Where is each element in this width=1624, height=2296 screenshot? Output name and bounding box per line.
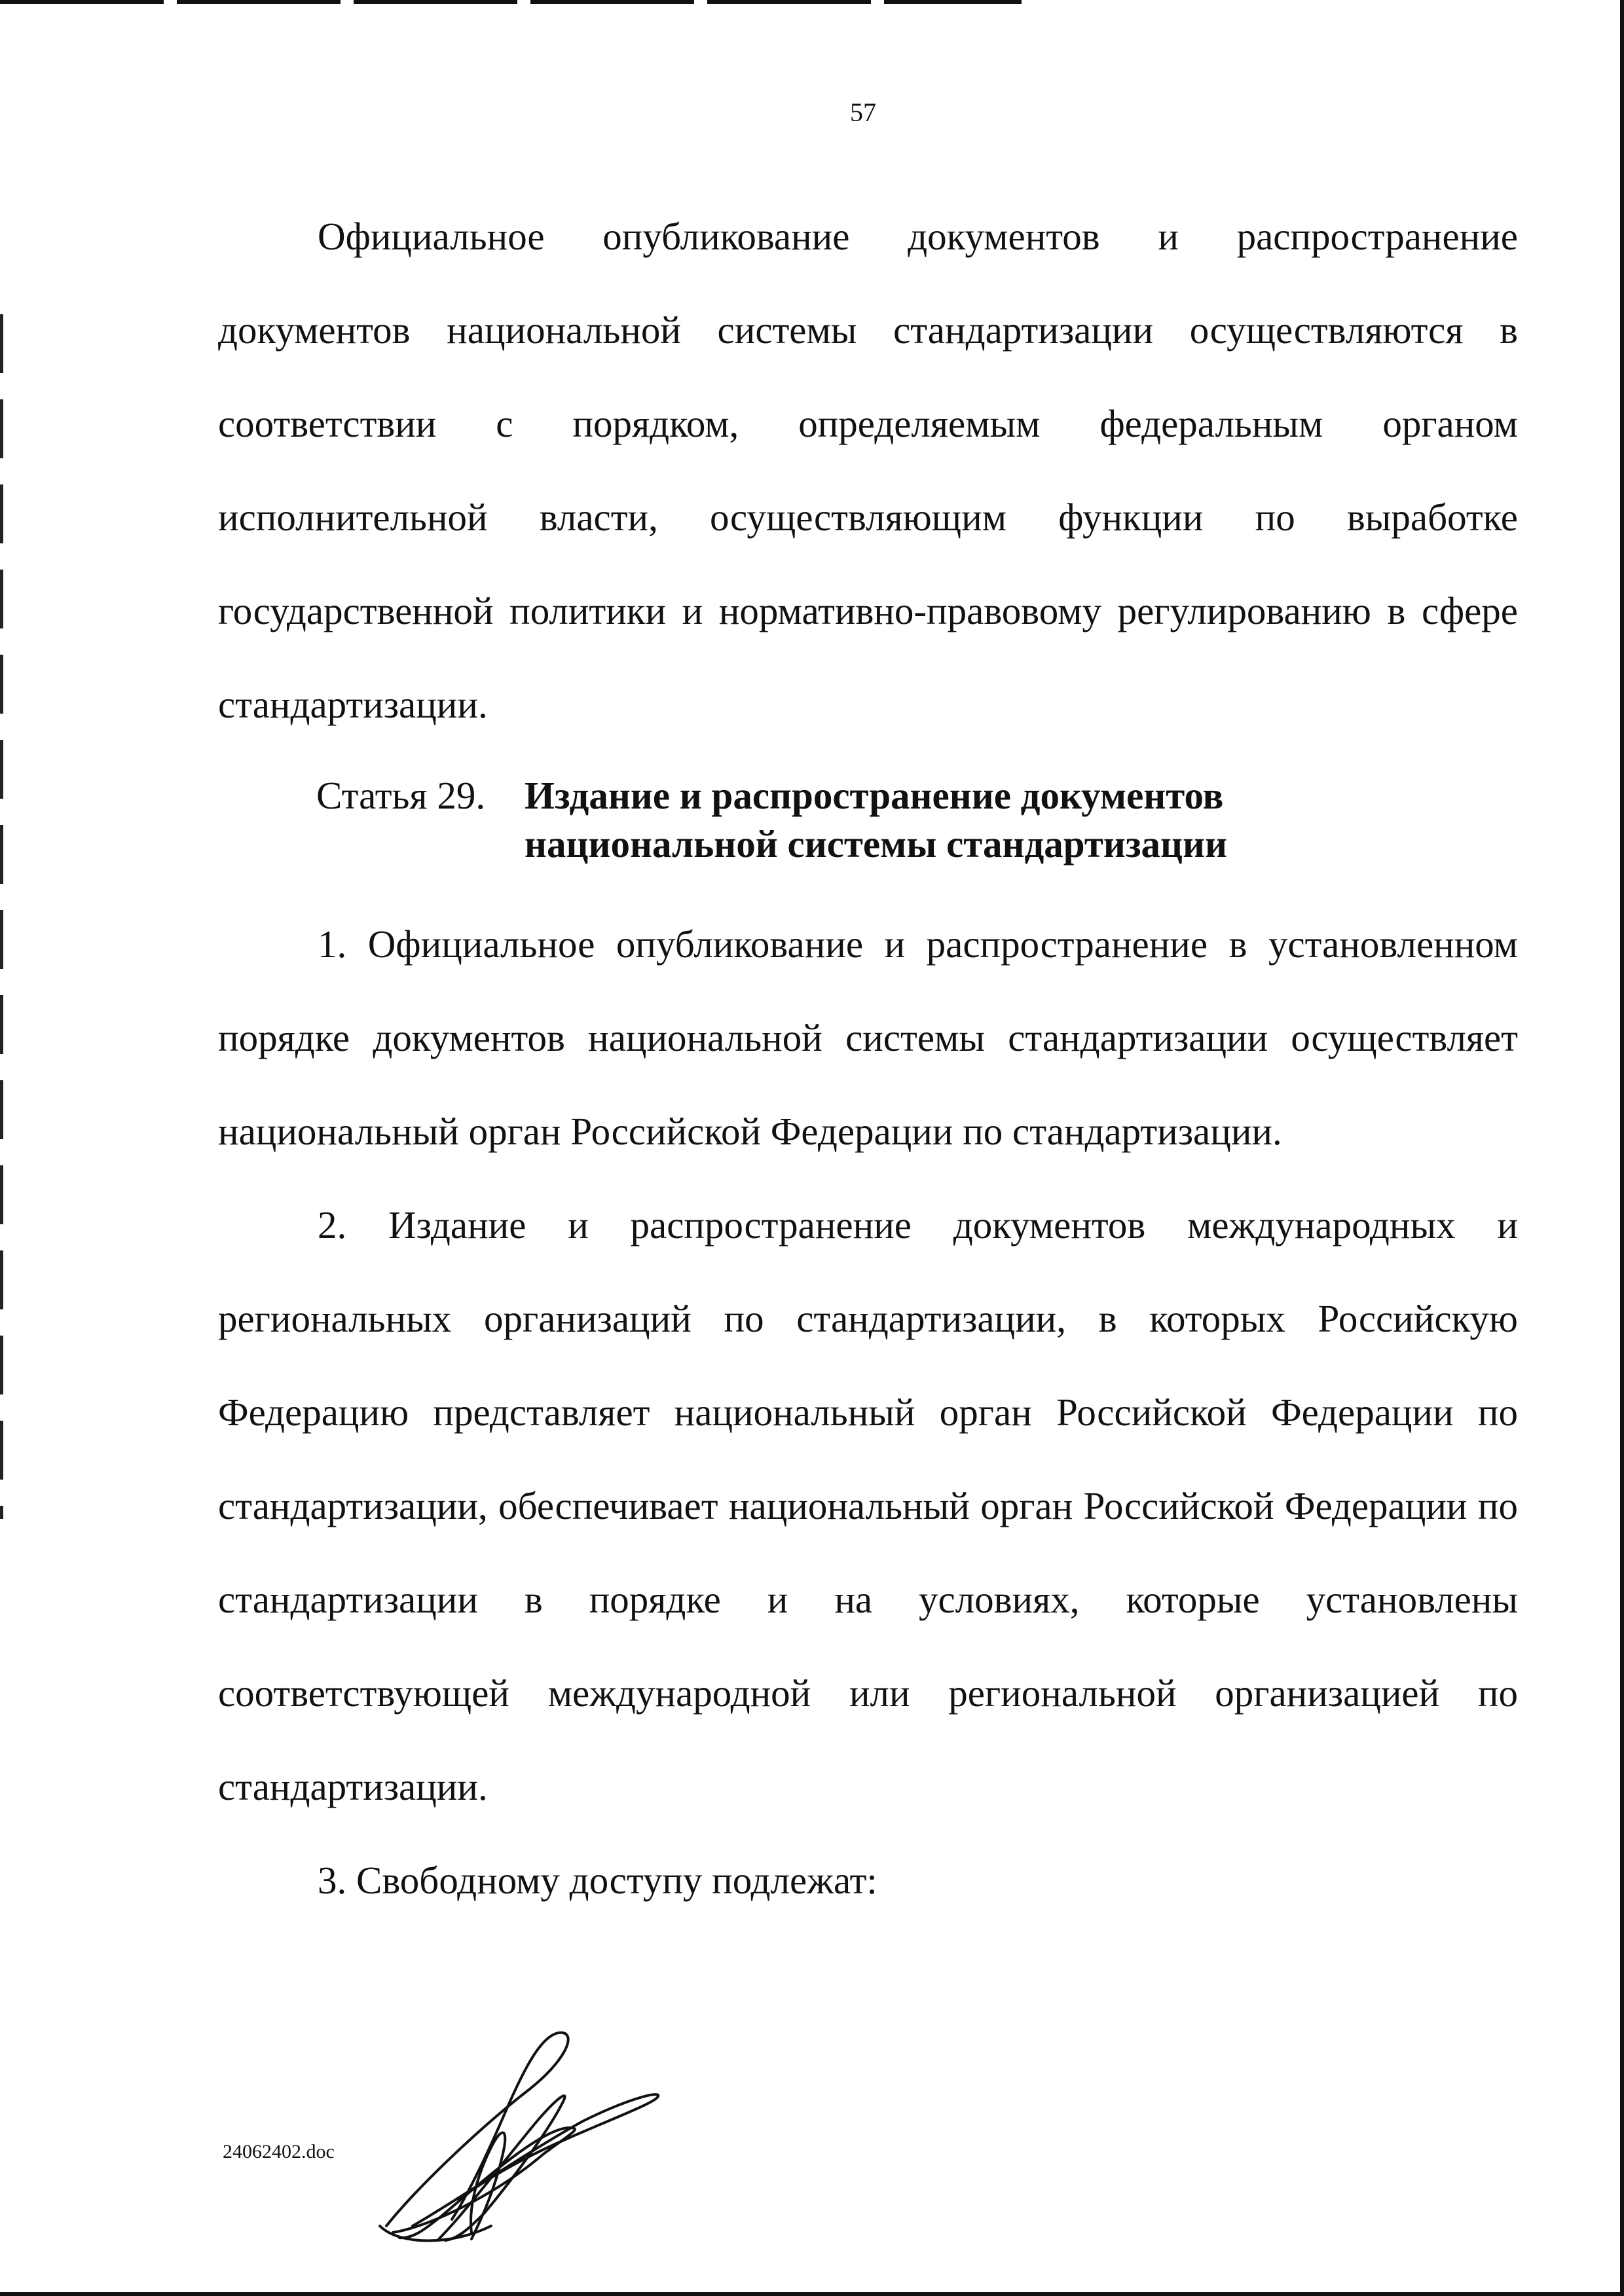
signature-icon: [373, 2030, 661, 2246]
footer-doc-name: 24062402.doc: [223, 2141, 335, 2162]
scan-edge-top: [0, 0, 1022, 4]
article-title-line-1: Издание и распространение документов: [525, 774, 1224, 817]
paragraph-item-2: 2. Издание и распространение документов международных и региональных организаций по стандартизации, в которых Российскую Федерацию представляет национальный орган Российской Федерации по стандартизации, обеспечивает национальный орган Российской Федерации по стандартизации в порядке и на условиях, которые установлены соответствующей международной или региональной организацией по стандартизации.: [218, 1203, 1518, 1808]
text-column: [218, 190, 1518, 1927]
paragraph-item-1: 1. Официальное опубликование и распространение в установленном порядке документов национальной системы стандартизации осуществляет национальный орган Российской Федерации по стандартизации.: [218, 922, 1518, 1153]
article-heading: [218, 771, 1518, 868]
article-title: [525, 771, 1227, 868]
page-number: 57: [850, 98, 876, 127]
scan-edge-left: [0, 314, 3, 1519]
article-label: Статья 29.: [316, 774, 486, 817]
scan-edge-right: [1620, 0, 1624, 2296]
paragraph-intro: Официальное опубликование документов и распространение документов национальной системы стандартизации осуществляются в соответствии с порядком, определяемым федеральным органом исполнительной власти, осуществляющим функции по выработке государственной политики и нормативно-правовому регулированию в сфере стандартизации.: [218, 215, 1518, 726]
paragraph-item-3: 3. Свободному доступу подлежат:: [318, 1859, 877, 1902]
article-title-line-2: национальной системы стандартизации: [525, 822, 1228, 866]
scan-edge-bottom: [0, 2292, 1624, 2296]
